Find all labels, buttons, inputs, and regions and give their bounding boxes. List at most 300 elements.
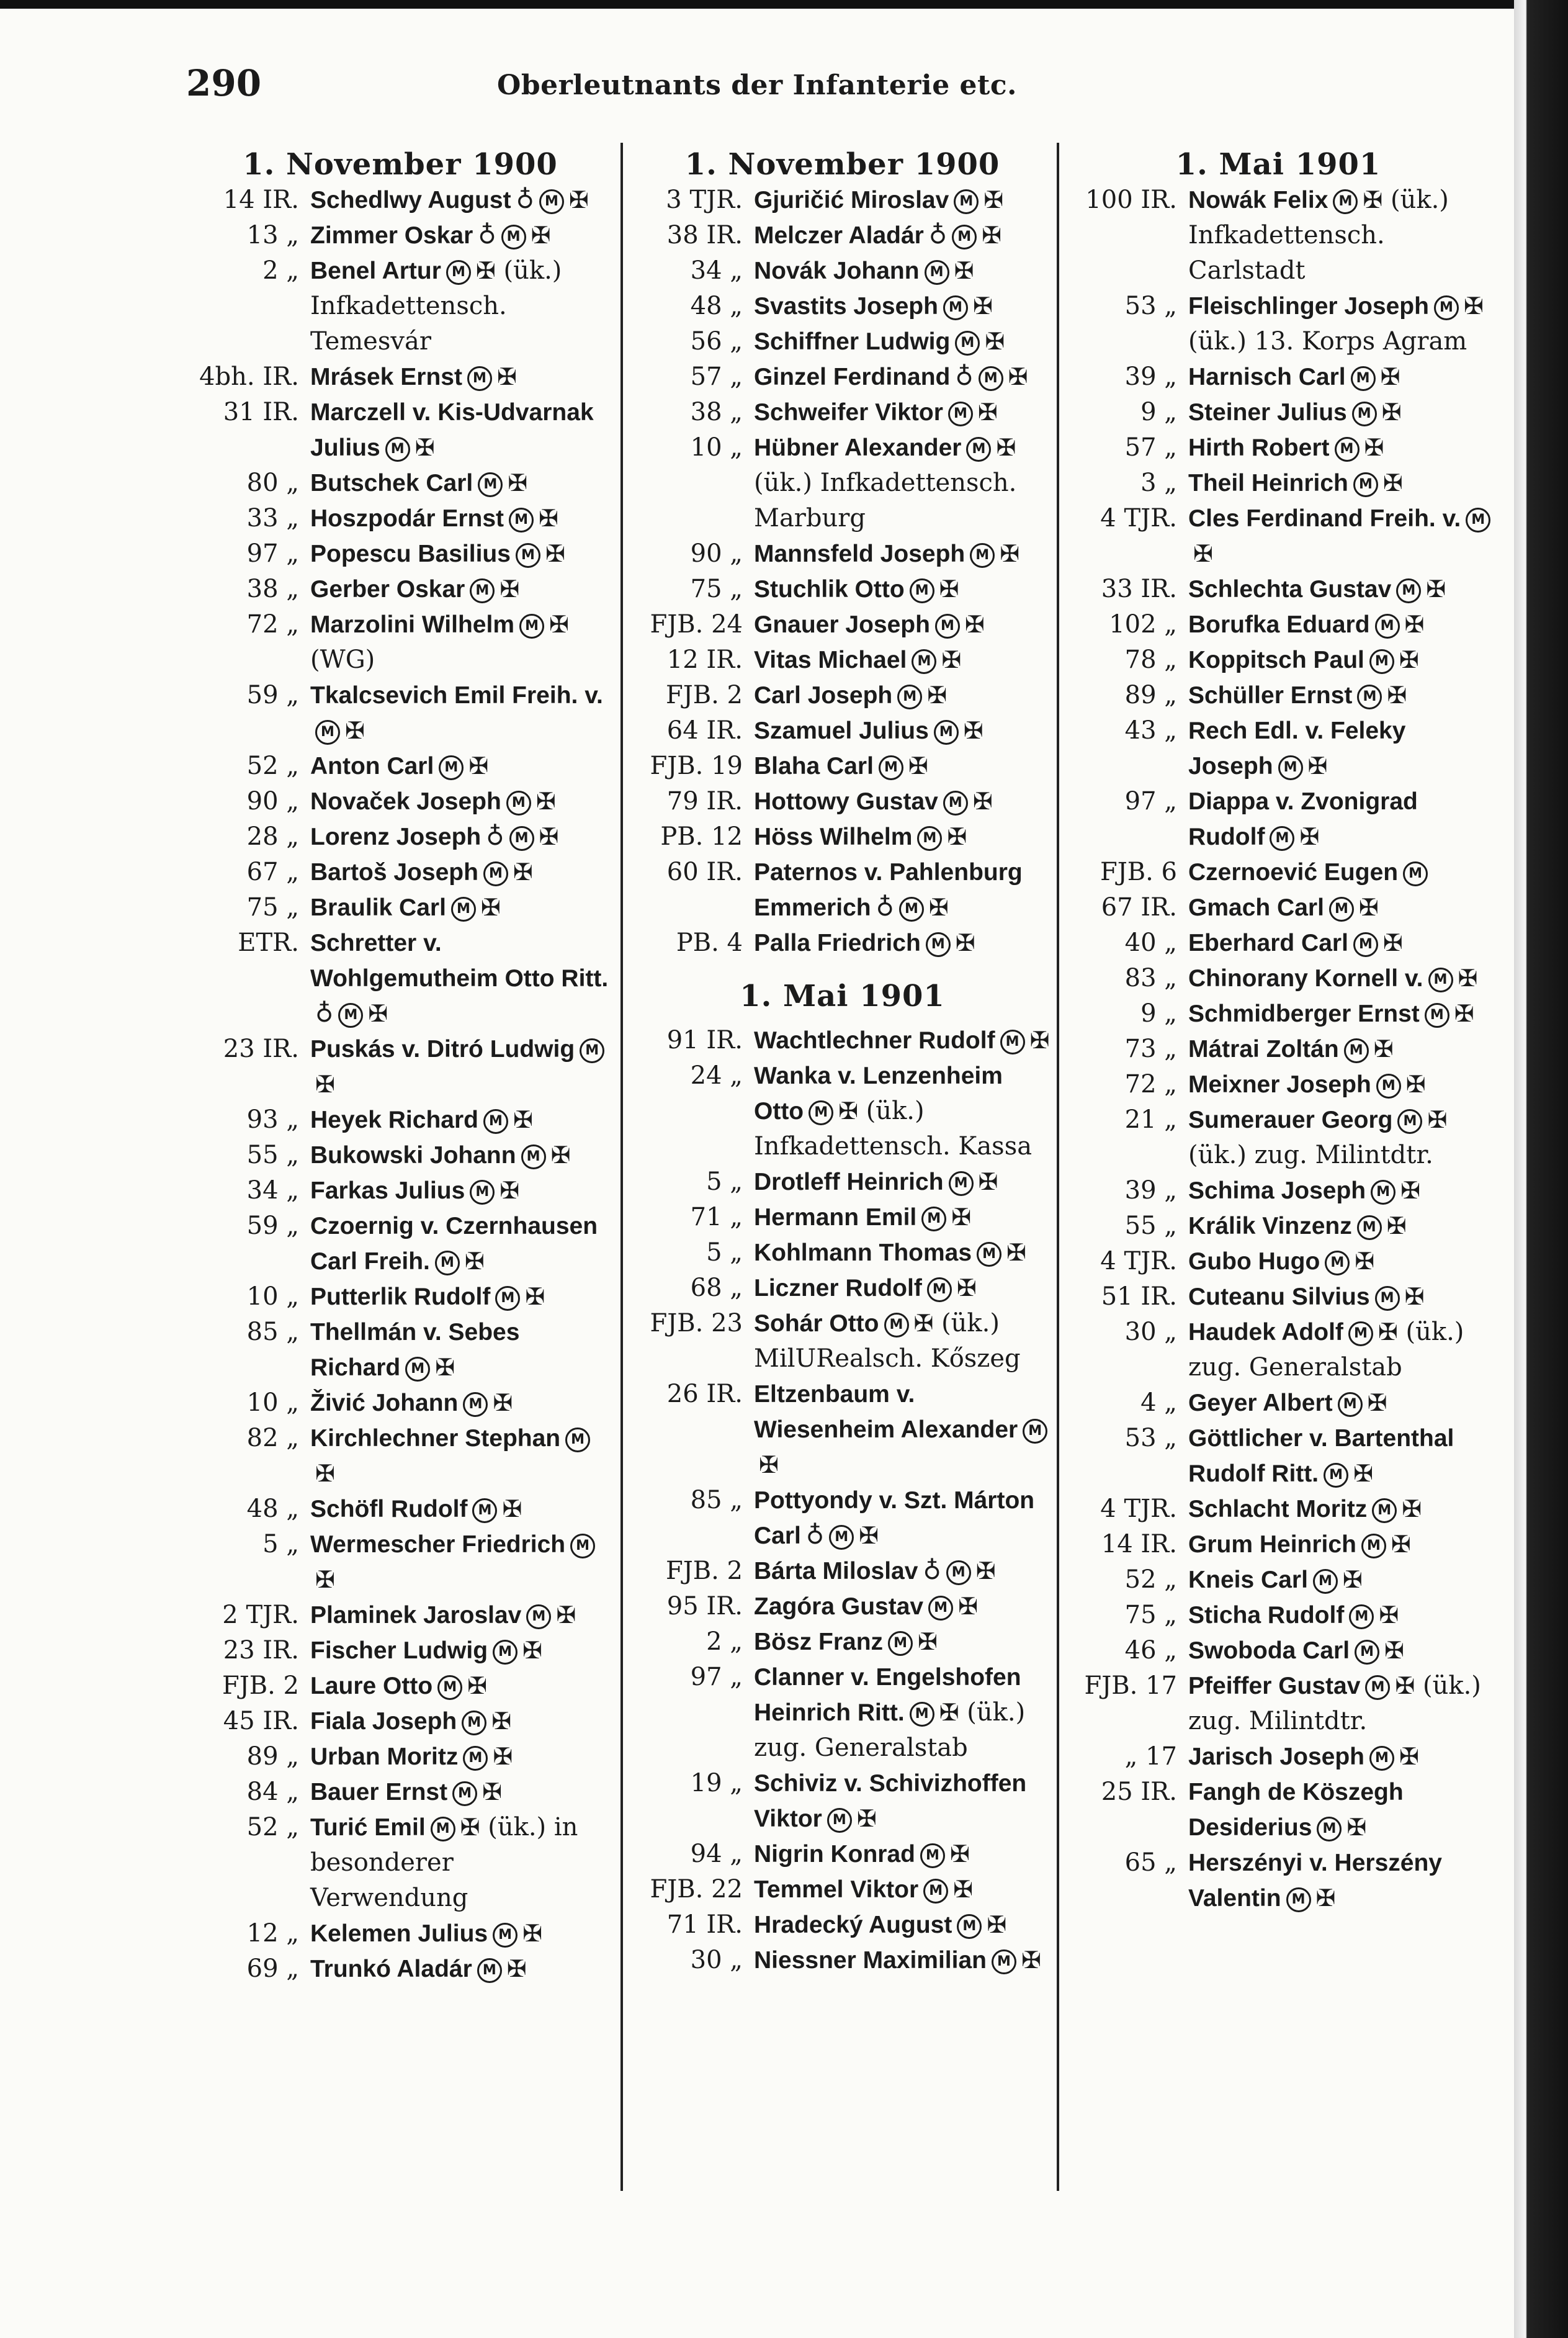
regiment-number: 9 „ <box>1140 999 1177 1028</box>
military-cross-icon: ✠ <box>1395 1672 1415 1699</box>
military-cross-icon: ✠ <box>1387 681 1407 709</box>
military-cross-icon: ✠ <box>1426 575 1446 603</box>
officer-entry <box>186 1208 614 1279</box>
officer-entry <box>186 784 614 819</box>
military-merit-medal-icon: M <box>315 720 340 745</box>
entry-text <box>1188 1244 1492 1279</box>
military-cross-icon: ✠ <box>468 752 489 780</box>
regiment-number: 60 IR. <box>666 858 743 886</box>
officer-name: Schlacht Moritz <box>1188 1496 1368 1522</box>
regiment-number: 43 „ <box>1124 716 1177 745</box>
regiment-number: 75 „ <box>1124 1601 1177 1629</box>
officer-entry <box>186 1916 614 1951</box>
officer-name: Mannsfeld Joseph <box>754 541 965 567</box>
military-merit-medal-icon: M <box>431 1817 455 1841</box>
officer-entry <box>1064 1385 1492 1421</box>
military-merit-medal-icon: M <box>1375 614 1400 639</box>
military-merit-medal-icon: M <box>1361 1534 1386 1558</box>
officer-name: Haudek Adolf <box>1188 1319 1343 1346</box>
jubilee-medal-icon: ♁ <box>478 221 496 250</box>
regiment-number: 39 „ <box>1124 362 1177 391</box>
officer-entry <box>186 1774 614 1810</box>
entry-text <box>310 890 614 925</box>
entry-text <box>310 1279 614 1315</box>
officer-name: Turić Emil <box>310 1814 426 1841</box>
regiment-number: 55 „ <box>1124 1212 1177 1240</box>
military-cross-icon: ✠ <box>1382 469 1403 497</box>
entry-text <box>754 218 1055 253</box>
officer-name: Živić Johann <box>310 1390 459 1416</box>
military-merit-medal-icon: M <box>477 1958 502 1983</box>
regiment-number: „ 17 <box>1124 1742 1177 1771</box>
officer-name: Kelemen Julius <box>310 1920 488 1947</box>
officer-name: Farkas Julius <box>310 1177 465 1204</box>
entry-text <box>1188 1633 1492 1668</box>
officer-name: Temmel Viktor <box>754 1876 919 1903</box>
military-merit-medal-icon: M <box>1317 1817 1342 1841</box>
regiment-number: 94 „ <box>690 1840 743 1868</box>
officer-entry <box>186 819 614 855</box>
officer-entry <box>1064 1244 1492 1279</box>
regiment-number: 89 „ <box>246 1742 299 1771</box>
military-cross-icon: ✠ <box>467 1672 488 1699</box>
officer-name: Swoboda Carl <box>1188 1637 1350 1664</box>
officer-entry <box>630 607 1055 642</box>
military-cross-icon: ✠ <box>939 575 959 603</box>
military-cross-icon: ✠ <box>1454 1000 1474 1027</box>
officer-entry <box>630 218 1055 253</box>
entry-text <box>754 642 1055 678</box>
military-merit-medal-icon: M <box>1000 1030 1025 1054</box>
military-cross-icon: ✠ <box>464 1248 485 1275</box>
military-cross-icon: ✠ <box>1386 1212 1407 1239</box>
regiment-number: FJB. 19 <box>650 752 743 780</box>
officer-entry <box>186 1951 614 1987</box>
officer-entry <box>630 1058 1055 1164</box>
officer-name: Fleischlinger Joseph <box>1188 293 1429 320</box>
regiment-number: 33 IR. <box>1101 575 1177 603</box>
military-merit-medal-icon: M <box>1348 1321 1373 1346</box>
officer-entry <box>630 1023 1055 1058</box>
military-merit-medal-icon: M <box>1371 1180 1396 1205</box>
military-cross-icon: ✠ <box>493 1389 513 1416</box>
regiment-number: 97 „ <box>690 1663 743 1691</box>
military-merit-medal-icon: M <box>888 1631 913 1656</box>
officer-name: Popescu Basilius <box>310 541 511 567</box>
officer-name: Czoernig v. Czernhausen Carl Freih. <box>310 1213 598 1275</box>
regiment-number: 21 „ <box>1124 1105 1177 1134</box>
military-merit-medal-icon: M <box>1466 508 1490 533</box>
military-cross-icon: ✠ <box>913 1310 934 1337</box>
officer-entry <box>1064 1845 1492 1916</box>
military-merit-medal-icon: M <box>478 472 503 497</box>
officer-name: Paternos v. Pahlenburg Emmerich <box>754 859 1023 921</box>
military-cross-icon: ✠ <box>1367 1389 1387 1416</box>
officer-entry <box>630 1200 1055 1235</box>
military-merit-medal-icon: M <box>921 1207 946 1231</box>
entry-text <box>310 1598 614 1633</box>
regiment-number: 53 „ <box>1124 1424 1177 1452</box>
military-cross-icon: ✠ <box>954 257 974 284</box>
officer-entry <box>630 182 1055 218</box>
military-merit-medal-icon: M <box>1428 968 1453 992</box>
entry-text <box>754 713 1055 749</box>
officer-entry <box>630 855 1055 925</box>
military-merit-medal-icon: M <box>1365 1675 1390 1700</box>
military-cross-icon: ✠ <box>1380 363 1400 390</box>
entry-text <box>754 1270 1055 1306</box>
officer-name: Geyer Albert <box>1188 1390 1333 1416</box>
officer-entry <box>1064 359 1492 395</box>
military-merit-medal-icon: M <box>1355 1640 1379 1665</box>
officer-name: Hermann Emil <box>754 1204 917 1231</box>
officer-entry <box>1064 1279 1492 1315</box>
entry-text <box>310 1385 614 1421</box>
military-merit-medal-icon: M <box>829 1525 854 1550</box>
military-merit-medal-icon: M <box>1357 685 1382 709</box>
officer-name: Fiala Joseph <box>310 1708 457 1735</box>
regiment-number: 75 „ <box>246 893 299 922</box>
military-cross-icon: ✠ <box>947 823 967 850</box>
military-cross-icon: ✠ <box>1342 1566 1363 1593</box>
entry-text <box>310 1208 614 1279</box>
military-cross-icon: ✠ <box>1378 1318 1398 1346</box>
military-cross-icon: ✠ <box>1307 752 1328 780</box>
military-merit-medal-icon: M <box>1434 295 1459 320</box>
regiment-number: 72 „ <box>246 610 299 639</box>
entry-text <box>1188 289 1492 359</box>
officer-entry <box>186 1527 614 1598</box>
military-cross-icon: ✠ <box>908 752 928 780</box>
military-merit-medal-icon: M <box>899 897 924 922</box>
officer-name: Braulik Carl <box>310 894 446 921</box>
officer-name: Bartoš Joseph <box>310 859 478 886</box>
officer-name: Bauer Ernst <box>310 1779 448 1805</box>
assignment-note: (ük.) Infkadettensch. Marburg <box>754 469 1017 533</box>
officer-entry <box>186 1704 614 1739</box>
entry-text <box>310 1173 614 1208</box>
officer-entry <box>186 1668 614 1704</box>
military-merit-medal-icon: M <box>910 1702 934 1727</box>
officer-name: Tkalcsevich Emil Freih. v. <box>310 682 603 709</box>
section-heading: 1. November 1900 <box>243 147 558 182</box>
officer-entry <box>1064 430 1492 465</box>
entry-text <box>310 1668 614 1704</box>
officer-entry <box>186 253 614 359</box>
military-merit-medal-icon: M <box>451 897 476 922</box>
officer-name: Gerber Oskar <box>310 576 465 603</box>
officer-name: Theil Heinrich <box>1188 470 1348 497</box>
jubilee-medal-icon: ♁ <box>486 822 504 851</box>
officer-name: Wanka v. Lenzenheim Otto <box>754 1063 1003 1125</box>
military-merit-medal-icon: M <box>1351 366 1376 391</box>
entry-text <box>754 324 1055 359</box>
officer-name: Hübner Alexander <box>754 434 962 461</box>
military-cross-icon: ✠ <box>480 894 501 921</box>
military-merit-medal-icon: M <box>1335 437 1360 462</box>
officer-entry <box>630 1766 1055 1837</box>
entry-text <box>754 607 1055 642</box>
entry-text <box>754 1624 1055 1660</box>
military-merit-medal-icon: M <box>927 1277 952 1302</box>
assignment-note: (ük.) Infkadettensch. Temesvár <box>310 256 562 356</box>
officer-entry <box>630 1270 1055 1306</box>
officer-name: Göttlicher v. Bartenthal Rudolf Ritt. <box>1188 1425 1454 1487</box>
regiment-number: 89 „ <box>1124 681 1177 709</box>
regiment-number: FJB. 24 <box>650 610 743 639</box>
military-cross-icon: ✠ <box>475 257 496 284</box>
regiment-number: 3 „ <box>1140 469 1177 497</box>
military-merit-medal-icon: M <box>943 295 968 320</box>
regiment-number: 48 „ <box>246 1495 299 1523</box>
regiment-number: FJB. 6 <box>1100 858 1177 886</box>
military-merit-medal-icon: M <box>897 685 922 709</box>
military-merit-medal-icon: M <box>452 1781 477 1806</box>
officer-entry <box>630 1907 1055 1943</box>
officer-entry <box>630 430 1055 536</box>
entry-text <box>1188 1527 1492 1562</box>
officer-entry <box>630 1660 1055 1766</box>
entry-text <box>1188 1491 1492 1527</box>
military-merit-medal-icon: M <box>884 1313 909 1338</box>
military-merit-medal-icon: M <box>1369 1746 1394 1771</box>
regiment-number: 39 „ <box>1124 1176 1177 1205</box>
officer-entry <box>186 925 614 1032</box>
military-cross-icon: ✠ <box>539 823 559 850</box>
military-merit-medal-icon: M <box>979 366 1003 391</box>
officer-name: Rech Edl. v. Feleky Joseph <box>1188 717 1406 780</box>
officer-entry <box>186 607 614 678</box>
officer-name: Schretter v. Wohlgemutheim Otto Ritt. <box>310 930 609 992</box>
regiment-number: 78 „ <box>1124 645 1177 674</box>
military-merit-medal-icon: M <box>1344 1038 1369 1063</box>
military-merit-medal-icon: M <box>1375 1286 1400 1311</box>
assignment-note: (WG) <box>310 645 375 674</box>
military-cross-icon: ✠ <box>556 1601 576 1629</box>
assignment-note: (ük.) Infkadettensch. Kassa <box>754 1097 1033 1161</box>
entry-text <box>754 1200 1055 1235</box>
officer-name: Schiviz v. Schivizhoffen Viktor <box>754 1770 1027 1832</box>
officer-entry <box>186 1102 614 1138</box>
entry-text <box>310 819 614 855</box>
regiment-number: 4 TJR. <box>1100 1247 1177 1275</box>
entry-text <box>1188 1562 1492 1598</box>
page-header <box>0 62 1514 112</box>
officer-name: Koppitsch Paul <box>1188 647 1364 673</box>
entry-text <box>754 359 1055 395</box>
military-cross-icon: ✠ <box>1000 540 1020 567</box>
military-cross-icon: ✠ <box>550 1141 571 1169</box>
military-cross-icon: ✠ <box>482 1778 502 1805</box>
military-merit-medal-icon: M <box>1369 649 1394 674</box>
military-merit-medal-icon: M <box>565 1428 590 1452</box>
regiment-number: 97 „ <box>246 539 299 568</box>
regiment-number: 65 „ <box>1124 1848 1177 1877</box>
regiment-number: 34 „ <box>690 256 743 285</box>
military-merit-medal-icon: M <box>483 1109 508 1134</box>
officer-name: Schlechta Gustav <box>1188 576 1392 603</box>
military-merit-medal-icon: M <box>1338 1392 1363 1417</box>
military-cross-icon: ✠ <box>978 1168 998 1195</box>
entry-text <box>1188 430 1492 465</box>
officer-entry <box>630 1943 1055 1978</box>
military-cross-icon: ✠ <box>506 1955 527 1982</box>
entry-text <box>1188 1279 1492 1315</box>
officer-entry <box>186 218 614 253</box>
military-merit-medal-icon: M <box>1353 472 1378 497</box>
military-cross-icon: ✠ <box>496 363 517 390</box>
column-1 <box>186 146 614 1987</box>
entry-text <box>754 1483 1055 1553</box>
military-cross-icon: ✠ <box>1427 1106 1448 1133</box>
officer-entry <box>630 1589 1055 1624</box>
regiment-number: 34 „ <box>246 1176 299 1205</box>
officer-entry <box>186 182 614 218</box>
entry-text <box>1188 1315 1492 1385</box>
regiment-number: 12 IR. <box>666 645 743 674</box>
regiment-number: 97 „ <box>1124 787 1177 816</box>
military-merit-medal-icon: M <box>470 1180 495 1205</box>
officer-entry <box>630 784 1055 819</box>
regiment-number: 30 „ <box>1124 1318 1177 1346</box>
entry-text <box>1188 1067 1492 1102</box>
military-merit-medal-icon: M <box>827 1808 852 1833</box>
military-merit-medal-icon: M <box>970 543 995 568</box>
entry-text <box>310 1810 614 1916</box>
entry-text <box>310 465 614 501</box>
officer-entry <box>1064 1315 1492 1385</box>
regiment-number: 31 IR. <box>223 398 299 426</box>
entry-text <box>310 218 614 253</box>
officer-name: Plaminek Jaroslav <box>310 1602 522 1629</box>
military-merit-medal-icon: M <box>912 649 936 674</box>
regiment-number: 67 „ <box>246 858 299 886</box>
entry-text <box>754 536 1055 572</box>
regiment-number: 24 „ <box>690 1061 743 1090</box>
regiment-number: 40 „ <box>1124 928 1177 957</box>
officer-name: Ginzel Ferdinand <box>754 364 951 390</box>
entry-text <box>754 1058 1055 1164</box>
officer-name: Harnisch Carl <box>1188 364 1346 390</box>
entry-text <box>310 925 614 1032</box>
military-cross-icon: ✠ <box>549 611 569 638</box>
regiment-number: 45 IR. <box>223 1707 299 1735</box>
military-cross-icon: ✠ <box>1021 1946 1041 1974</box>
entry-text <box>310 572 614 607</box>
military-cross-icon: ✠ <box>1399 646 1419 673</box>
officer-entry <box>1064 1739 1492 1774</box>
entry-text <box>1188 678 1492 713</box>
regiment-number: 2 „ <box>706 1627 743 1656</box>
officer-name: Chinorany Kornell v. <box>1188 965 1423 992</box>
entry-text <box>310 1491 614 1527</box>
officer-entry <box>1064 1668 1492 1739</box>
military-cross-icon: ✠ <box>502 1495 522 1522</box>
officer-name: Novák Johann <box>754 258 920 284</box>
section-heading: 1. November 1900 <box>684 147 1000 182</box>
officer-name: Heyek Richard <box>310 1107 478 1133</box>
officer-entry <box>1064 961 1492 996</box>
military-cross-icon: ✠ <box>958 1593 978 1620</box>
officer-entry <box>186 1385 614 1421</box>
officer-entry <box>1064 395 1492 430</box>
officer-entry <box>630 324 1055 359</box>
officer-entry <box>186 1633 614 1668</box>
regiment-number: 56 „ <box>690 327 743 356</box>
officer-name: Sumerauer Georg <box>1188 1107 1393 1133</box>
regiment-number: PB. 4 <box>676 928 743 957</box>
military-merit-medal-icon: M <box>920 1843 945 1868</box>
regiment-number: 84 „ <box>246 1778 299 1806</box>
military-cross-icon: ✠ <box>491 1707 512 1735</box>
entry-text <box>310 1421 614 1491</box>
regiment-number: 28 „ <box>246 822 299 851</box>
military-cross-icon: ✠ <box>1355 1248 1375 1275</box>
regiment-number: FJB. 17 <box>1084 1671 1177 1700</box>
column-2 <box>630 146 1055 1978</box>
regiment-number: 75 „ <box>690 575 743 603</box>
officer-entry <box>1064 1527 1492 1562</box>
entry-text <box>754 1235 1055 1270</box>
military-cross-icon: ✠ <box>927 681 948 709</box>
military-cross-icon: ✠ <box>838 1097 858 1125</box>
officer-name: Cles Ferdinand Freih. v. <box>1188 505 1461 532</box>
military-merit-medal-icon: M <box>1329 897 1354 922</box>
officer-name: Zimmer Oskar <box>310 222 473 249</box>
officer-entry <box>1064 572 1492 607</box>
regiment-number: 59 „ <box>246 1212 299 1240</box>
military-cross-icon: ✠ <box>435 1354 455 1381</box>
entry-text <box>310 182 614 218</box>
officer-name: Anton Carl <box>310 753 434 780</box>
officer-entry <box>1064 1421 1492 1491</box>
regiment-number: 72 „ <box>1124 1070 1177 1099</box>
regiment-number: 14 IR. <box>1101 1530 1177 1558</box>
military-cross-icon: ✠ <box>1315 1884 1336 1912</box>
military-cross-icon: ✠ <box>1382 929 1403 956</box>
officer-name: Szamuel Julius <box>754 717 929 744</box>
officer-entry <box>1064 678 1492 713</box>
regiment-number: 85 „ <box>690 1486 743 1514</box>
military-cross-icon: ✠ <box>1463 292 1484 320</box>
military-cross-icon: ✠ <box>987 1911 1007 1938</box>
entry-text <box>310 1704 614 1739</box>
military-merit-medal-icon: M <box>925 260 949 285</box>
military-cross-icon: ✠ <box>414 434 435 461</box>
military-merit-medal-icon: M <box>1270 826 1294 851</box>
officer-entry <box>1064 1032 1492 1067</box>
military-cross-icon: ✠ <box>1193 540 1213 567</box>
entry-text <box>310 749 614 784</box>
officer-entry <box>630 1306 1055 1377</box>
military-cross-icon: ✠ <box>315 1460 335 1487</box>
entry-text <box>754 855 1055 925</box>
military-merit-medal-icon: M <box>935 614 960 639</box>
military-cross-icon: ✠ <box>345 717 365 744</box>
scan-right-edge <box>1514 0 1568 2338</box>
military-cross-icon: ✠ <box>951 1203 972 1231</box>
military-merit-medal-icon: M <box>1425 1003 1449 1028</box>
entry-text <box>1188 607 1492 642</box>
regiment-number: 59 „ <box>246 681 299 709</box>
regiment-number: 9 „ <box>1140 398 1177 426</box>
officer-name: Cuteanu Silvius <box>1188 1284 1370 1310</box>
military-cross-icon: ✠ <box>759 1451 779 1478</box>
regiment-number: 90 „ <box>690 539 743 568</box>
regiment-number: 33 „ <box>246 504 299 533</box>
military-merit-medal-icon: M <box>467 366 492 391</box>
military-merit-medal-icon: M <box>493 1640 517 1665</box>
